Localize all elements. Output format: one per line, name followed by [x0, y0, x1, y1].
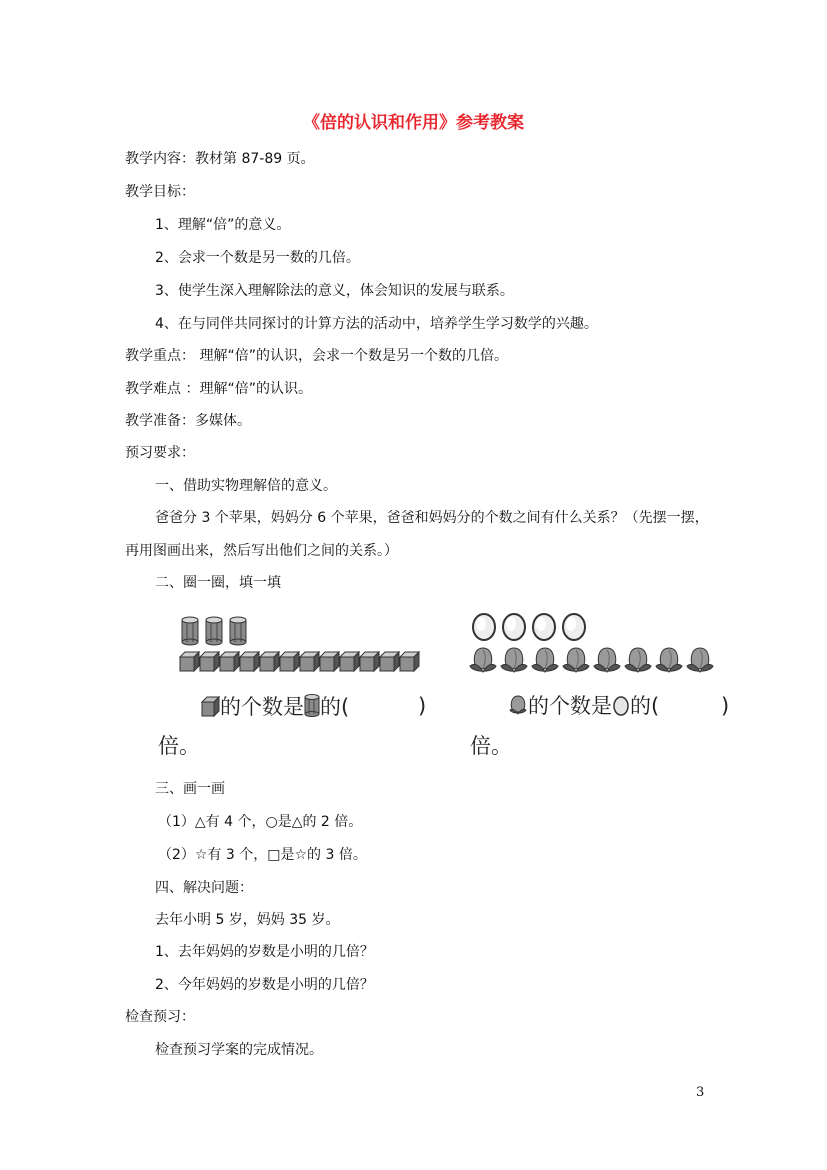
text-line: 检查预习：	[125, 1009, 195, 1025]
peach-icon	[532, 648, 558, 672]
text-line: 4、在与同伴共同探讨的计算方法的活动中，培养学生学习数学的兴趣。	[155, 316, 598, 332]
figure-right-text-a: 的个数是	[528, 694, 612, 718]
text-line: 一、借助实物理解倍的意义。	[155, 478, 337, 494]
text-line: 再用图画出来，然后写出他们之间的关系。）	[125, 543, 398, 559]
figure-left-question	[200, 693, 349, 720]
cylinder-icon	[206, 617, 222, 645]
text-line: 1、去年妈妈的岁数是小明的几倍？	[155, 944, 374, 960]
figure-left-text-b: 的(	[320, 695, 350, 719]
peach-icon	[656, 648, 682, 672]
peach-icon	[470, 648, 496, 672]
peach-icon	[501, 648, 527, 672]
text-line: 检查预习学案的完成情况。	[155, 1042, 323, 1058]
peach-icon	[687, 648, 713, 672]
figure-left-paren-close: )	[418, 694, 427, 718]
text-line: 爸爸分 3 个苹果，妈妈分 6 个苹果，爸爸和妈妈分的个数之间有什么关系？（先摆一摆，	[155, 510, 709, 526]
circle-icon	[612, 694, 630, 716]
cylinder-icon	[230, 617, 246, 645]
document-title: 《倍的认识和作用》参考教案	[303, 113, 524, 133]
text-line: 四、解决问题：	[155, 880, 253, 896]
cube-icon	[240, 652, 259, 671]
cylinder-cube-figure	[178, 614, 438, 674]
figure-right-text-end: 倍。	[470, 734, 512, 758]
text-line: 2、今年妈妈的岁数是小明的几倍？	[155, 977, 374, 993]
cube-icon	[200, 652, 219, 671]
cube-icon	[300, 652, 319, 671]
circle-peach-figure	[468, 610, 728, 680]
cube-icon	[340, 652, 359, 671]
cube-icon	[180, 652, 199, 671]
text-line: 教学目标：	[125, 184, 195, 200]
text-line: 教学准备：多媒体。	[125, 413, 251, 429]
cube-icon	[280, 652, 299, 671]
figure-left-text-end: 倍。	[158, 734, 200, 758]
figure-right-question	[508, 693, 659, 719]
text-line: （2）☆有 3 个，□是☆的 3 倍。	[158, 847, 367, 863]
figure-right-text-b: 的(	[630, 694, 660, 718]
figure-right-paren-close: )	[721, 694, 730, 718]
cube-icon	[200, 695, 220, 717]
cube-icon	[360, 652, 379, 671]
text-line: 1、理解“倍”的意义。	[155, 217, 291, 233]
peach-icon	[508, 694, 528, 716]
text-line: 二、圈一圈，填一填	[155, 575, 281, 591]
peach-icon	[563, 648, 589, 672]
text-line: 三、画一画	[155, 781, 225, 797]
cube-icon	[320, 652, 339, 671]
peach-icon	[594, 648, 620, 672]
cylinder-icon	[182, 617, 198, 645]
text-line: 3、使学生深入理解除法的意义，体会知识的发展与联系。	[155, 283, 514, 299]
text-line: 教学内容：教材第 87-89 页。	[125, 151, 315, 167]
text-line: （1）△有 4 个，○是△的 2 倍。	[158, 814, 363, 830]
text-line: 教学重点： 理解“倍”的认识，会求一个数是另一个数的几倍。	[125, 348, 508, 364]
cube-icon	[400, 652, 419, 671]
peach-icon	[625, 648, 651, 672]
text-line: 去年小明 5 岁，妈妈 35 岁。	[155, 912, 340, 928]
text-line: 教学难点 ：理解“倍”的认识。	[125, 381, 312, 397]
cube-icon	[380, 652, 399, 671]
text-line: 预习要求：	[125, 445, 195, 461]
figure-left-text-a: 的个数是	[220, 695, 304, 719]
cube-icon	[220, 652, 239, 671]
text-line: 2、会求一个数是另一数的几倍。	[155, 250, 360, 266]
cylinder-icon	[304, 693, 320, 717]
cube-icon	[260, 652, 279, 671]
page-number: 3	[696, 1085, 705, 1100]
